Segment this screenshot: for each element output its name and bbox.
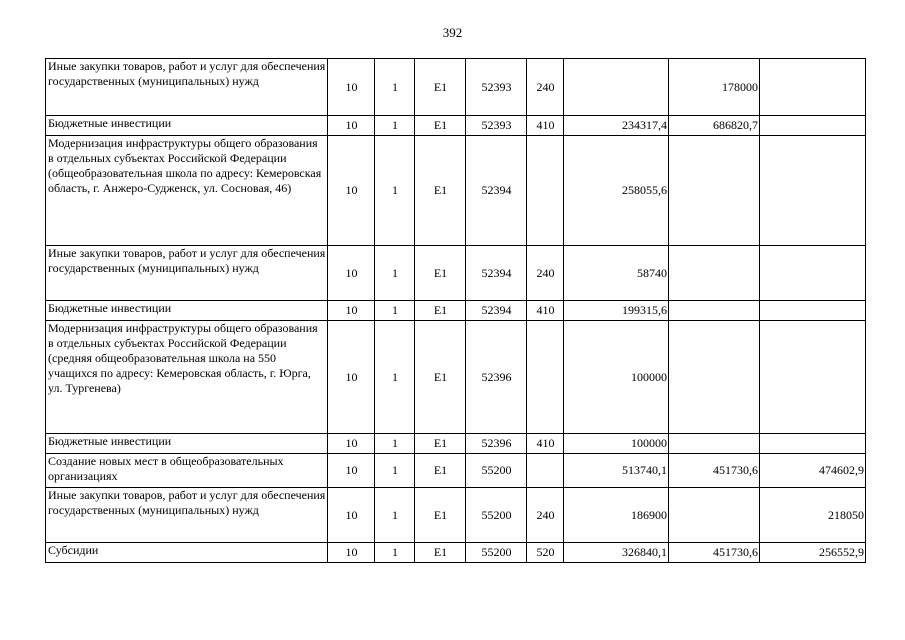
row-amount-3: 474602,9 [760, 454, 866, 488]
table-row [46, 301, 866, 321]
row-amount-1: 100000 [564, 321, 669, 434]
row-amount-2: 451730,6 [669, 454, 760, 488]
row-article-code: 52394 [466, 136, 527, 246]
row-amount-3 [760, 434, 866, 454]
row-program-code: E1 [415, 454, 466, 488]
table-row [46, 543, 866, 563]
row-expense-type-code [527, 136, 564, 246]
row-section-code: 10 [328, 136, 375, 246]
table-row [46, 59, 866, 116]
row-amount-3 [760, 116, 866, 136]
row-name: Бюджетные инвестиции [46, 301, 328, 321]
row-expense-type-code [527, 321, 564, 434]
row-amount-2 [669, 321, 760, 434]
row-amount-3 [760, 59, 866, 116]
table-row [46, 434, 866, 454]
row-name: Иные закупки товаров, работ и услуг для обеспечения государственных (муниципальных) нужд [46, 488, 328, 543]
row-subsection-code: 1 [375, 136, 415, 246]
row-section-code: 10 [328, 454, 375, 488]
row-amount-2 [669, 246, 760, 301]
row-article-code: 52396 [466, 321, 527, 434]
row-section-code: 10 [328, 301, 375, 321]
row-subsection-code: 1 [375, 543, 415, 563]
row-program-code: E1 [415, 116, 466, 136]
row-section-code: 10 [328, 116, 375, 136]
row-amount-1: 186900 [564, 488, 669, 543]
row-amount-1: 58740 [564, 246, 669, 301]
row-expense-type-code: 410 [527, 116, 564, 136]
row-amount-2: 451730,6 [669, 543, 760, 563]
row-subsection-code: 1 [375, 488, 415, 543]
row-subsection-code: 1 [375, 301, 415, 321]
row-expense-type-code: 240 [527, 59, 564, 116]
row-amount-3 [760, 136, 866, 246]
row-name: Иные закупки товаров, работ и услуг для обеспечения государственных (муниципальных) нужд [46, 59, 328, 116]
row-program-code: E1 [415, 246, 466, 301]
row-section-code: 10 [328, 59, 375, 116]
row-amount-3: 256552,9 [760, 543, 866, 563]
row-name: Создание новых мест в общеобразовательных организациях [46, 454, 328, 488]
row-program-code: E1 [415, 434, 466, 454]
row-name: Субсидии [46, 543, 328, 563]
table-row [46, 246, 866, 301]
row-section-code: 10 [328, 321, 375, 434]
row-program-code: E1 [415, 321, 466, 434]
row-amount-2 [669, 434, 760, 454]
row-expense-type-code: 240 [527, 488, 564, 543]
row-amount-2 [669, 488, 760, 543]
row-article-code: 52393 [466, 59, 527, 116]
row-program-code: E1 [415, 543, 466, 563]
row-amount-1: 326840,1 [564, 543, 669, 563]
row-program-code: E1 [415, 301, 466, 321]
row-subsection-code: 1 [375, 434, 415, 454]
row-program-code: E1 [415, 136, 466, 246]
budget-table [45, 58, 866, 563]
row-amount-1: 199315,6 [564, 301, 669, 321]
row-article-code: 55200 [466, 488, 527, 543]
row-subsection-code: 1 [375, 246, 415, 301]
row-section-code: 10 [328, 434, 375, 454]
row-amount-2 [669, 136, 760, 246]
row-amount-2: 178000 [669, 59, 760, 116]
row-program-code: E1 [415, 59, 466, 116]
row-amount-3 [760, 301, 866, 321]
table-row [46, 136, 866, 246]
table-row [46, 488, 866, 543]
row-expense-type-code [527, 454, 564, 488]
row-amount-1 [564, 59, 669, 116]
row-expense-type-code: 410 [527, 434, 564, 454]
page-number: 392 [442, 25, 463, 40]
table-row [46, 454, 866, 488]
row-amount-1: 100000 [564, 434, 669, 454]
row-expense-type-code: 520 [527, 543, 564, 563]
row-subsection-code: 1 [375, 116, 415, 136]
row-article-code: 52393 [466, 116, 527, 136]
row-name: Бюджетные инвестиции [46, 434, 328, 454]
row-subsection-code: 1 [375, 454, 415, 488]
row-amount-2 [669, 301, 760, 321]
table-row [46, 116, 866, 136]
row-amount-1: 258055,6 [564, 136, 669, 246]
row-amount-1: 513740,1 [564, 454, 669, 488]
row-article-code: 55200 [466, 543, 527, 563]
row-subsection-code: 1 [375, 321, 415, 434]
row-name: Модернизация инфраструктуры общего образования в отдельных субъектах Российской Федерации (средняя общеобразовательная школа на 550 учащихся по адресу: Кемеровская область, г. Юрга, ул. Тургенева) [46, 321, 328, 434]
row-expense-type-code: 410 [527, 301, 564, 321]
row-article-code: 52396 [466, 434, 527, 454]
row-amount-3 [760, 321, 866, 434]
row-subsection-code: 1 [375, 59, 415, 116]
row-article-code: 55200 [466, 454, 527, 488]
row-expense-type-code: 240 [527, 246, 564, 301]
row-section-code: 10 [328, 488, 375, 543]
row-amount-1: 234317,4 [564, 116, 669, 136]
row-article-code: 52394 [466, 246, 527, 301]
row-section-code: 10 [328, 246, 375, 301]
row-name: Бюджетные инвестиции [46, 116, 328, 136]
table-row [46, 321, 866, 434]
row-name: Модернизация инфраструктуры общего образования в отдельных субъектах Российской Федерации (общеобразовательная школа по адресу: Кемеровская область, г. Анжеро-Судженск, ул. Сосновая, 46) [46, 136, 328, 246]
row-program-code: E1 [415, 488, 466, 543]
row-amount-3 [760, 246, 866, 301]
row-article-code: 52394 [466, 301, 527, 321]
row-section-code: 10 [328, 543, 375, 563]
row-name: Иные закупки товаров, работ и услуг для обеспечения государственных (муниципальных) нужд [46, 246, 328, 301]
row-amount-3: 218050 [760, 488, 866, 543]
row-amount-2: 686820,7 [669, 116, 760, 136]
